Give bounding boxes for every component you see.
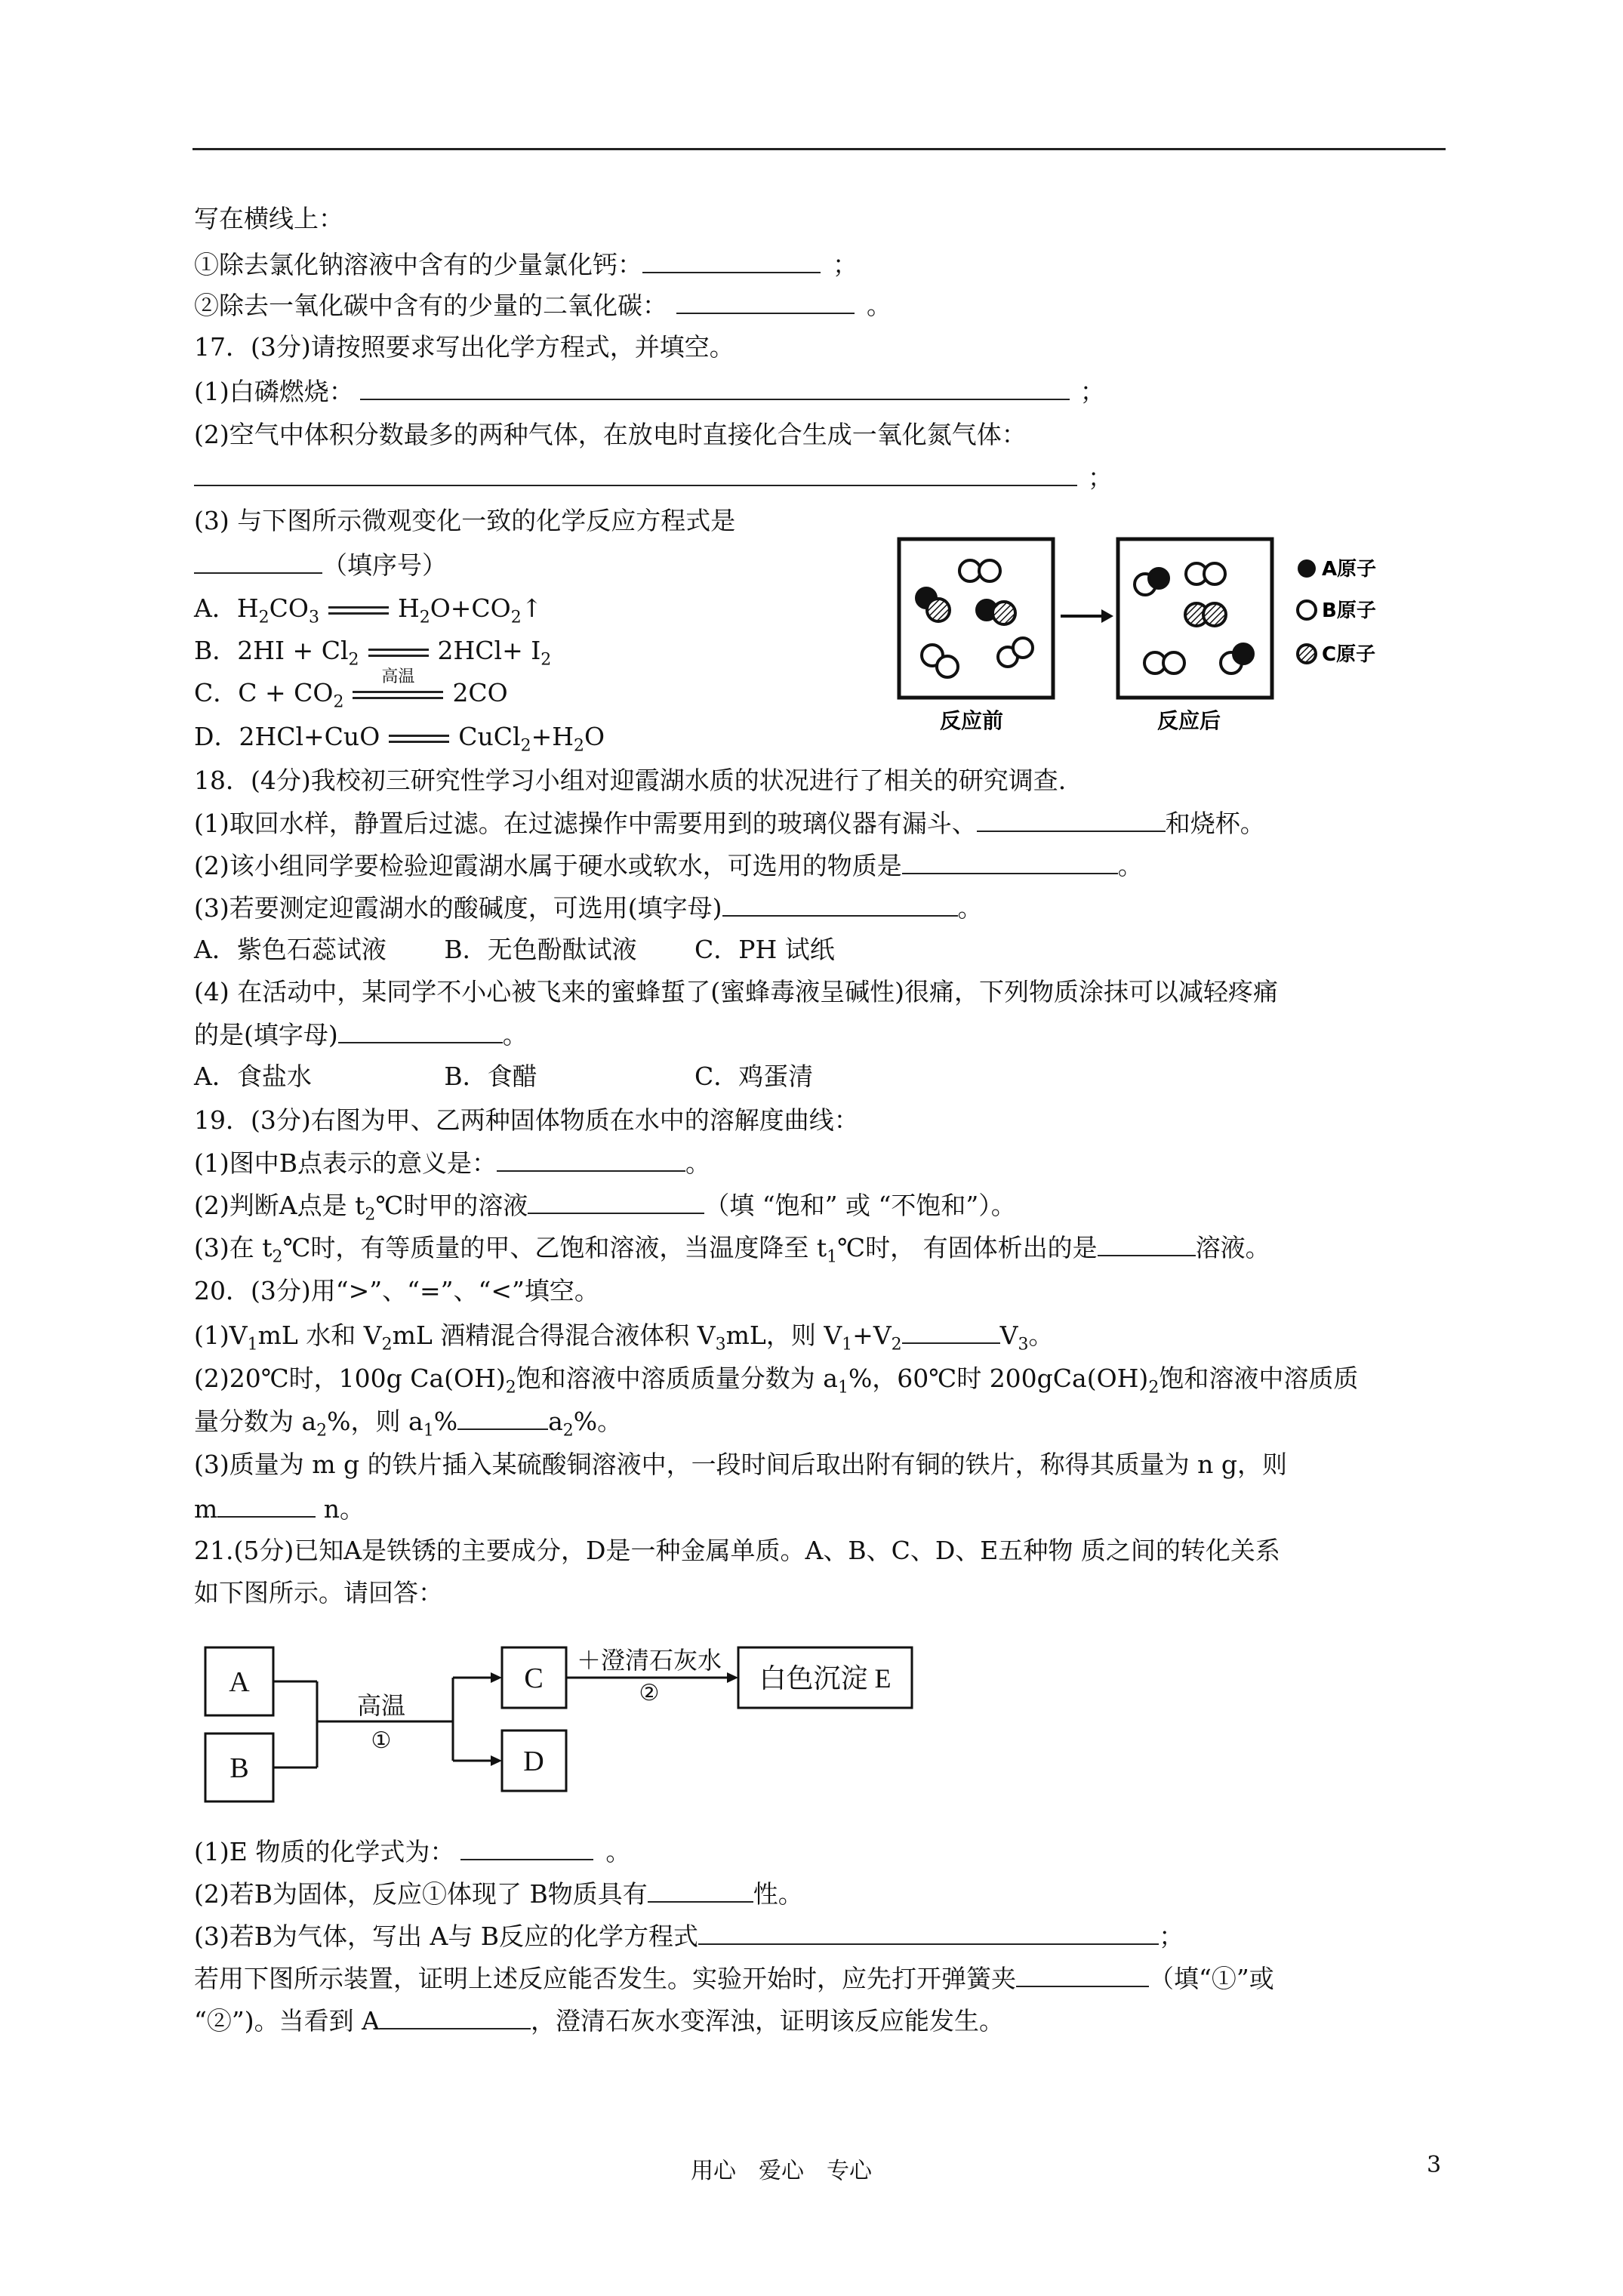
subscript: 2 bbox=[333, 692, 344, 712]
answer-blank[interactable] bbox=[902, 850, 1118, 874]
reaction-condition: 高温 bbox=[381, 667, 415, 686]
text: n。 bbox=[316, 1494, 365, 1524]
text: m bbox=[194, 1494, 218, 1524]
equals-sign bbox=[328, 599, 389, 621]
option-a bbox=[194, 593, 542, 633]
answer-blank[interactable] bbox=[460, 1836, 593, 1860]
subscript: 3 bbox=[1018, 1335, 1029, 1354]
text: ； bbox=[1079, 377, 1105, 406]
text: CuCl bbox=[458, 722, 521, 751]
text-line bbox=[194, 462, 1113, 493]
answer-blank[interactable] bbox=[457, 1406, 548, 1430]
text: H bbox=[397, 593, 420, 623]
subscript: 2 bbox=[272, 1247, 283, 1267]
text-line bbox=[194, 1232, 1270, 1273]
text: ，澄清石灰水变浑浊，证明该反应能发生。 bbox=[530, 2006, 1004, 2036]
text: O bbox=[584, 722, 605, 751]
text-line bbox=[194, 2005, 1004, 2036]
page-number: 3 bbox=[1427, 2152, 1442, 2178]
label-d: D bbox=[523, 1746, 544, 1777]
header-rule bbox=[192, 148, 1446, 150]
text: %，则 a bbox=[327, 1407, 423, 1436]
text: ①除去氯化钠溶液中含有的少量氯化钙： bbox=[194, 250, 642, 279]
text-line bbox=[194, 850, 1143, 881]
text-line bbox=[194, 1148, 710, 1179]
subscript: 2 bbox=[540, 650, 552, 670]
text-line bbox=[194, 1320, 1054, 1361]
question-20-heading: 20．(3分)用“>”、“=”、“<”填空。 bbox=[194, 1276, 599, 1305]
answer-blank[interactable] bbox=[194, 550, 322, 574]
step-2: ② bbox=[639, 1681, 660, 1706]
text: 饱和溶液中溶质质量分数为 a bbox=[516, 1364, 838, 1393]
text: A．H bbox=[194, 593, 259, 623]
text: B．2HI + Cl bbox=[194, 636, 349, 665]
text: (2)判断A点是 t bbox=[194, 1191, 365, 1220]
question-19-heading: 19．(3分)右图为甲、乙两种固体物质在水中的溶解度曲线： bbox=[194, 1105, 859, 1135]
text: （填序号） bbox=[322, 550, 447, 580]
subscript: 2 bbox=[258, 608, 269, 627]
answer-blank[interactable] bbox=[902, 1320, 1000, 1344]
text: (2)该小组同学要检验迎霞湖水属于硬水或软水，可选用的物质是 bbox=[194, 851, 902, 880]
option-d bbox=[194, 722, 605, 762]
text: (2)若B为固体，反应①体现了 B物质具有 bbox=[194, 1879, 648, 1909]
subscript: 2 bbox=[510, 608, 522, 627]
subscript: 3 bbox=[308, 608, 319, 627]
text: 若用下图所示装置，证明上述反应能否发生。实验开始时，应先打开弹簧夹 bbox=[194, 1964, 1016, 1993]
text: ℃时甲的溶液 bbox=[375, 1191, 528, 1220]
text-line: (3)质量为 m g 的铁片插入某硫酸铜溶液中，一段时间后取出附有铜的铁片，称得其质量为 n g，则 bbox=[194, 1450, 1287, 1479]
text-line: 如下图所示。请回答： bbox=[194, 1578, 443, 1607]
text: “②”)。当看到 A bbox=[194, 2006, 380, 2036]
text-line bbox=[194, 1921, 1184, 1952]
legend-b: B原子 bbox=[1322, 599, 1376, 622]
text: mL 酒精混合得混合液体积 V bbox=[392, 1321, 716, 1350]
text: mL，则 V bbox=[725, 1321, 842, 1350]
equals-sign bbox=[353, 667, 443, 706]
text: 饱和溶液中溶质质 bbox=[1159, 1364, 1359, 1393]
answer-blank[interactable] bbox=[676, 290, 855, 314]
footer-motto: 用心 爱心 专心 bbox=[691, 2158, 872, 2184]
text: D．2HCl+CuO bbox=[194, 722, 380, 751]
text: 的是(填字母) bbox=[194, 1020, 338, 1049]
before-label: 反应前 bbox=[940, 708, 1004, 733]
text-line bbox=[194, 1493, 365, 1524]
subscript: 2 bbox=[381, 1335, 393, 1354]
text-line bbox=[194, 1836, 630, 1867]
text: 。 bbox=[1117, 851, 1143, 880]
text: （填 “饱和” 或 “不饱和”）。 bbox=[704, 1191, 1016, 1220]
subscript: 1 bbox=[837, 1378, 848, 1398]
text: V bbox=[999, 1321, 1018, 1350]
answer-blank[interactable] bbox=[338, 1019, 503, 1043]
condition-high-temp: 高温 bbox=[356, 1692, 406, 1719]
label-c: C bbox=[524, 1663, 544, 1694]
text-line bbox=[194, 1019, 528, 1050]
text: (1)取回水样，静置后过滤。在过滤操作中需要用到的玻璃仪器有漏斗、 bbox=[194, 809, 977, 838]
text-line: A．紫色石蕊试液 B．无色酚酞试液 C．PH 试纸 bbox=[194, 935, 835, 964]
equals-sign bbox=[368, 641, 429, 664]
subscript: 2 bbox=[574, 736, 584, 756]
text: 。 bbox=[502, 1020, 528, 1049]
subscript: 2 bbox=[520, 736, 531, 756]
after-label: 反应后 bbox=[1157, 708, 1221, 733]
subscript: 2 bbox=[365, 1205, 376, 1225]
text-line bbox=[194, 550, 447, 581]
text: 2HCl+ I bbox=[437, 636, 541, 665]
up-arrow: ↑ bbox=[521, 593, 543, 623]
text: 。 bbox=[685, 1148, 710, 1178]
subscript: 2 bbox=[891, 1335, 902, 1354]
condition-limewater: ＋澄清石灰水 bbox=[576, 1647, 722, 1674]
subscript: 2 bbox=[1148, 1378, 1160, 1398]
text-line: 写在横线上： bbox=[194, 204, 343, 233]
legend-c: C原子 bbox=[1322, 643, 1376, 666]
text: 。 bbox=[1028, 1321, 1054, 1350]
label-b: B bbox=[229, 1752, 249, 1784]
equals-sign bbox=[389, 727, 449, 750]
text: (3)在 t bbox=[194, 1233, 273, 1262]
text-line bbox=[194, 808, 1265, 839]
text: C．C + CO bbox=[194, 678, 334, 707]
text-line: (2)空气中体积分数最多的两种气体，在放电时直接化合生成一氧化氮气体： bbox=[194, 420, 1027, 449]
text: (3)若要测定迎霞湖水的酸碱度，可选用(填字母) bbox=[194, 893, 722, 923]
micro-reaction-figure bbox=[895, 535, 1453, 738]
answer-blank[interactable] bbox=[977, 808, 1166, 832]
text: 溶液。 bbox=[1195, 1233, 1270, 1262]
answer-blank[interactable] bbox=[1016, 1963, 1149, 1987]
text: (1)V bbox=[194, 1321, 248, 1350]
text: 。 bbox=[605, 1837, 631, 1866]
text-line: (3) 与下图所示微观变化一致的化学反应方程式是 bbox=[194, 506, 736, 535]
text: a bbox=[548, 1407, 563, 1436]
subscript: 1 bbox=[247, 1335, 258, 1354]
answer-blank[interactable] bbox=[360, 376, 1070, 400]
text-line bbox=[194, 1364, 1358, 1404]
text: ； bbox=[833, 250, 858, 279]
text-line bbox=[194, 892, 983, 923]
legend-a-symbol bbox=[1298, 559, 1316, 578]
text: %。 bbox=[573, 1407, 623, 1436]
text: +H bbox=[531, 722, 574, 751]
answer-blank[interactable] bbox=[194, 462, 1077, 486]
label-a: A bbox=[229, 1666, 250, 1698]
text-line: (4) 在活动中，某同学不小心被飞来的蜜蜂蜇了(蜜蜂毒液呈碱性)很痛，下列物质涂抹可以减轻疼痛 bbox=[194, 977, 1278, 1006]
answer-blank[interactable] bbox=[528, 1190, 704, 1214]
text: +V bbox=[852, 1321, 892, 1350]
step-1: ① bbox=[371, 1728, 392, 1753]
label-e: 白色沉淀 E bbox=[759, 1663, 892, 1693]
text: (3)若B为气体，写出 A与 B反应的化学方程式 bbox=[194, 1922, 699, 1951]
text-line bbox=[194, 290, 892, 321]
answer-blank[interactable] bbox=[698, 1921, 1159, 1945]
text-line bbox=[194, 1963, 1274, 1994]
text-line bbox=[194, 249, 858, 280]
text: ℃时， 有固体析出的是 bbox=[837, 1233, 1098, 1262]
text-line: A．食盐水 B．食醋 C．鸡蛋清 bbox=[194, 1062, 814, 1091]
text: (2)20℃时，100g Ca(OH) bbox=[194, 1364, 506, 1393]
option-c bbox=[194, 667, 508, 718]
text: ； bbox=[1159, 1922, 1184, 1951]
answer-blank[interactable] bbox=[380, 2005, 531, 2029]
text: 量分数为 a bbox=[194, 1407, 317, 1436]
subscript: 2 bbox=[348, 650, 359, 670]
subscript: 2 bbox=[419, 608, 430, 627]
text: (1)图中B点表示的意义是： bbox=[194, 1148, 497, 1178]
answer-blank[interactable] bbox=[217, 1493, 316, 1518]
text: %，60℃时 200gCa(OH) bbox=[848, 1364, 1149, 1393]
text: 。 bbox=[957, 893, 983, 923]
answer-blank[interactable] bbox=[1098, 1232, 1196, 1256]
subscript: 1 bbox=[423, 1421, 434, 1441]
text: CO bbox=[269, 593, 309, 623]
text: （填“①”或 bbox=[1149, 1964, 1274, 1993]
answer-blank[interactable] bbox=[722, 892, 958, 917]
text: % bbox=[433, 1407, 458, 1436]
text: 性。 bbox=[753, 1879, 803, 1909]
question-17-heading: 17．(3分)请按照要求写出化学方程式，并填空。 bbox=[194, 332, 735, 362]
text: ℃时，有等质量的甲、乙饱和溶液，当温度降至 t bbox=[282, 1233, 827, 1262]
text-line bbox=[194, 1406, 622, 1447]
text: ； bbox=[1088, 463, 1113, 492]
conversion-flow-diagram bbox=[204, 1631, 929, 1812]
subscript: 1 bbox=[827, 1247, 838, 1267]
text-line bbox=[194, 376, 1105, 407]
text-line bbox=[194, 1190, 1016, 1231]
text: 。 bbox=[867, 291, 892, 320]
legend-b-symbol bbox=[1298, 601, 1316, 619]
legend-a: A原子 bbox=[1322, 558, 1377, 581]
text: O+CO bbox=[430, 593, 511, 623]
subscript: 2 bbox=[316, 1421, 328, 1441]
question-21-heading: 21.(5分)已知A是铁锈的主要成分，D是一种金属单质。A、B、C、D、E五种物 质之间的转化关系 bbox=[194, 1536, 1280, 1565]
text-line bbox=[194, 1878, 803, 1909]
answer-blank[interactable] bbox=[648, 1878, 753, 1903]
text: 2CO bbox=[452, 678, 508, 707]
answer-blank[interactable] bbox=[642, 249, 821, 273]
text: mL 水和 V bbox=[257, 1321, 382, 1350]
answer-blank[interactable] bbox=[497, 1148, 685, 1172]
subscript: 2 bbox=[562, 1421, 574, 1441]
legend-c-symbol bbox=[1298, 645, 1316, 663]
text: (1)白磷燃烧： bbox=[194, 377, 354, 406]
subscript: 2 bbox=[505, 1378, 516, 1398]
text: 和烧杯。 bbox=[1165, 809, 1265, 838]
question-18-heading: 18．(4分)我校初三研究性学习小组对迎霞湖水质的状况进行了相关的研究调查. bbox=[194, 766, 1067, 795]
text: (1)E 物质的化学式为： bbox=[194, 1837, 455, 1866]
text: ②除去一氧化碳中含有的少量的二氧化碳： bbox=[194, 291, 667, 320]
subscript: 3 bbox=[715, 1335, 726, 1354]
subscript: 1 bbox=[842, 1335, 853, 1354]
